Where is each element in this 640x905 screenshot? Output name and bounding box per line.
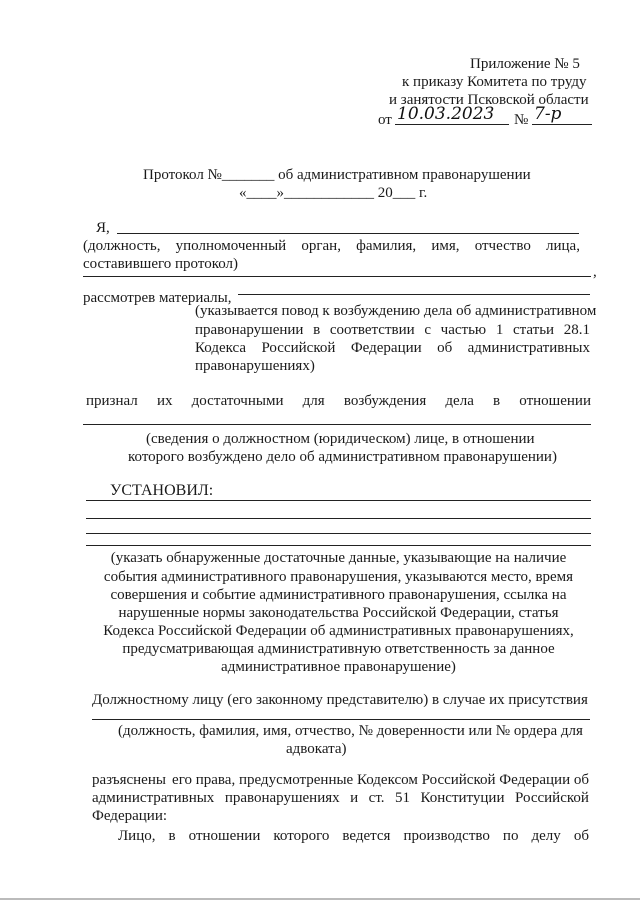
hint-rep-line2: адвоката) (286, 741, 347, 757)
protocol-date-line: «____»____________ 20___ г. (239, 185, 428, 201)
handwritten-date: 10.03.2023 (397, 104, 495, 124)
handwritten-order-number: 7-р (534, 104, 562, 124)
ya-label: Я, (96, 220, 110, 236)
fill-line-facts-3 (86, 533, 591, 534)
fill-line-official (117, 233, 579, 234)
hint-facts-line7: административное правонарушение) (221, 659, 456, 675)
rights-line1: разъяснены его права, предусмотренные Кодексом Российской Федерации об (92, 772, 589, 788)
date-underline (395, 124, 509, 125)
comma: , (593, 264, 597, 280)
appendix-date-prefix: от (378, 112, 392, 128)
hint-facts-line6: предусматривающая административную ответственность за данное (122, 641, 555, 657)
appendix-committee-line: и занятости Псковской области (389, 92, 589, 108)
hint-facts-line2: события административного правонарушения, указываются место, время (103, 569, 574, 585)
hint-reason-line1: (указывается повод к возбуждению дела об административном (195, 303, 597, 319)
fill-line-materials (238, 294, 590, 295)
hint-facts-line5: Кодекса Российской Федерации об административных правонарушениях, (103, 623, 574, 639)
appendix-number: Приложение № 5 (470, 56, 580, 72)
appendix-order-line: к приказу Комитета по труду (402, 74, 587, 90)
recognized-sentence: признал их достаточными для возбуждения дела в отношении (86, 393, 591, 409)
fill-line-official-2 (83, 276, 591, 277)
hint-facts-line4: нарушенные нормы законодательства Российской Федерации, статья (118, 605, 559, 621)
hint-person-line1: (сведения о должностном (юридическом) лице, в отношении (146, 431, 535, 447)
hint-reason-line4: правонарушениях) (195, 358, 315, 374)
appendix-number-label: № (514, 112, 529, 128)
hint-official-line2: составившего протокол) (83, 256, 239, 272)
hint-rep-line1: (должность, фамилия, имя, отчество, № доверенности или № ордера для (118, 723, 583, 739)
hint-person-line2: которого возбуждено дело об административном правонарушении) (128, 449, 557, 465)
rights-line3: Федерации: (92, 808, 168, 824)
established-heading: УСТАНОВИЛ: (110, 482, 214, 499)
considered-label: рассмотрев материалы, (83, 290, 232, 306)
fill-line-facts-4 (86, 545, 591, 546)
official-present-label: Должностному лицу (его законному представителю) в случае их присутствия (92, 692, 588, 708)
hint-reason-line3: Кодекса Российской Федерации об административных (195, 340, 590, 356)
hint-facts-line1: (указать обнаруженные достаточные данные, указывающие на наличие (110, 550, 567, 566)
page-bottom-edge (0, 898, 640, 900)
last-paragraph-line: Лицо, в отношении которого ведется производство по делу об (118, 828, 589, 844)
rights-line2: административных правонарушениях и ст. 51 Конституции Российской (92, 790, 589, 806)
protocol-title: Протокол №_______ об административном правонарушении (143, 167, 531, 183)
fill-line-facts-2 (86, 518, 591, 519)
hint-reason-line2: правонарушении в соответствии с частью 1 статьи 28.1 (195, 322, 590, 338)
hint-facts-line3: совершения и событие административного правонарушения, ссылка на (110, 587, 567, 603)
hint-official-line1: (должность, уполномоченный орган, фамилия, имя, отчество лица, (83, 238, 580, 254)
fill-line-person (83, 424, 591, 425)
number-underline (532, 124, 592, 125)
fill-line-facts-1 (86, 500, 591, 501)
fill-line-representative (92, 719, 590, 720)
